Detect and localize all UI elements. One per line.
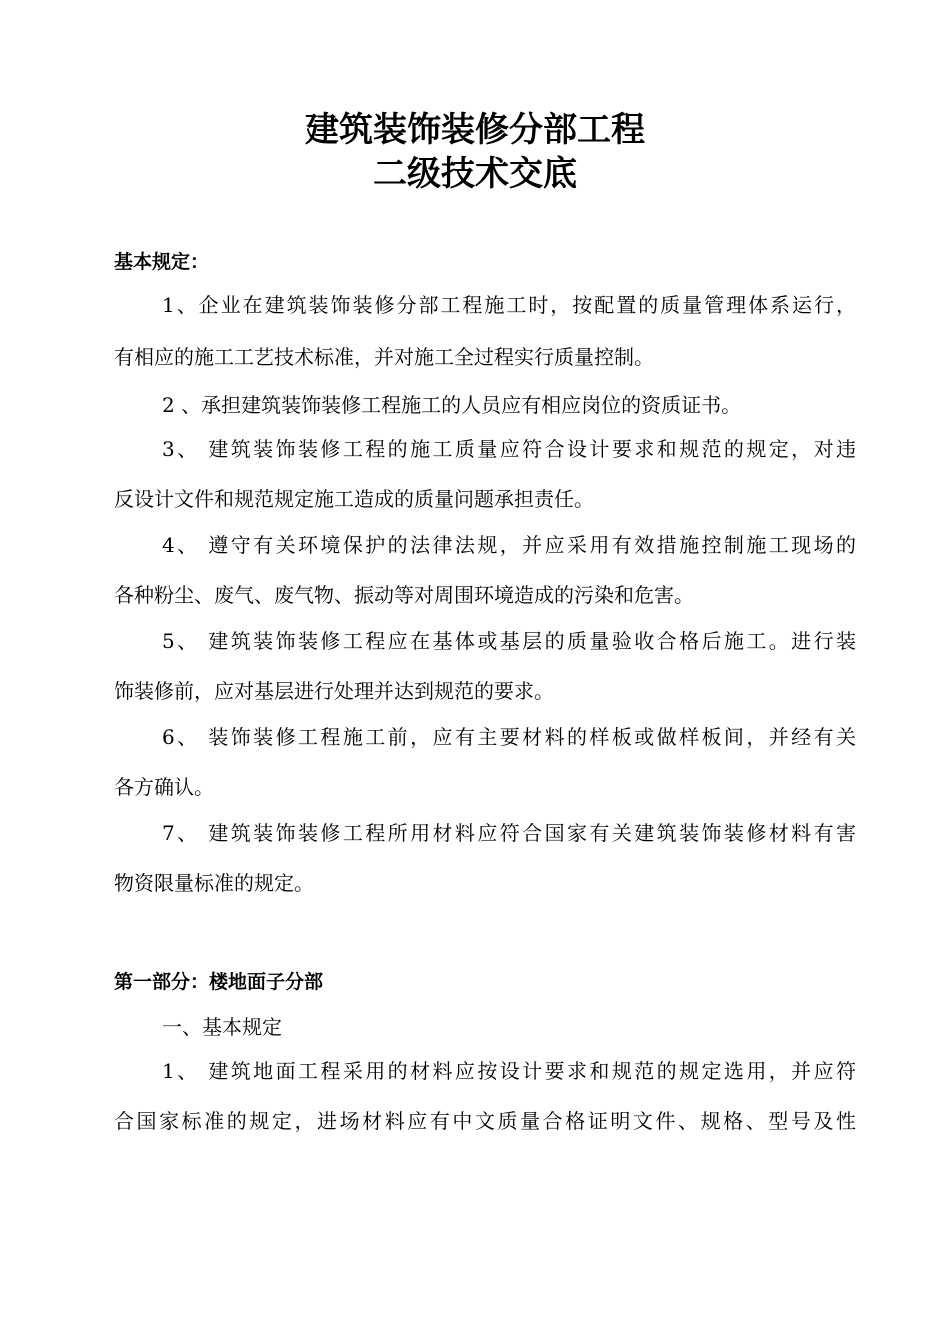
paragraph-line: 2 、承担建筑装饰装修工程施工的人员应有相应岗位的资质证书。 [162,393,742,417]
paragraph-line: 饰装修前，应对基层进行处理并达到规范的要求。 [114,679,554,703]
paragraph-line: 物资限量标准的规定。 [114,871,314,895]
paragraph-line: 7、 建筑装饰装修工程所用材料应符合国家有关建筑装饰装修材料有害 [162,821,856,845]
section-heading-basic-rules: 基本规定： [114,251,210,273]
paragraph-line: 6、 装饰装修工程施工前，应有主要材料的样板或做样板间，并经有关 [162,725,856,749]
paragraph-line: 有相应的施工工艺技术标准，并对施工全过程实行质量控制。 [114,345,654,369]
paragraph-line: 1、 建筑地面工程采用的材料应按设计要求和规范的规定选用，并应符 [162,1059,856,1083]
document-title-line-1: 建筑装饰装修分部工程 [305,110,645,150]
paragraph-line: 各方确认。 [114,775,214,799]
paragraph-line: 4、 遵守有关环境保护的法律法规，并应采用有效措施控制施工现场的 [162,533,856,557]
paragraph-line: 一、基本规定 [162,1015,282,1039]
paragraph-line: 各种粉尘、废气、废气物、振动等对周围环境造成的污染和危害。 [114,583,694,607]
paragraph-line: 3、 建筑装饰装修工程的施工质量应符合设计要求和规范的规定，对违 [162,437,856,461]
paragraph-line: 反设计文件和规范规定施工造成的质量问题承担责任。 [114,487,594,511]
section-heading-part-one: 第一部分：楼地面子分部 [114,971,324,993]
paragraph-line: 1、企业在建筑装饰装修分部工程施工时，按配置的质量管理体系运行， [162,293,856,317]
document-title-line-2: 二级技术交底 [373,154,577,194]
paragraph-line: 合国家标准的规定，进场材料应有中文质量合格证明文件、规格、型号及性 [114,1109,856,1133]
paragraph-line: 5、 建筑装饰装修工程应在基体或基层的质量验收合格后施工。进行装 [162,629,856,653]
